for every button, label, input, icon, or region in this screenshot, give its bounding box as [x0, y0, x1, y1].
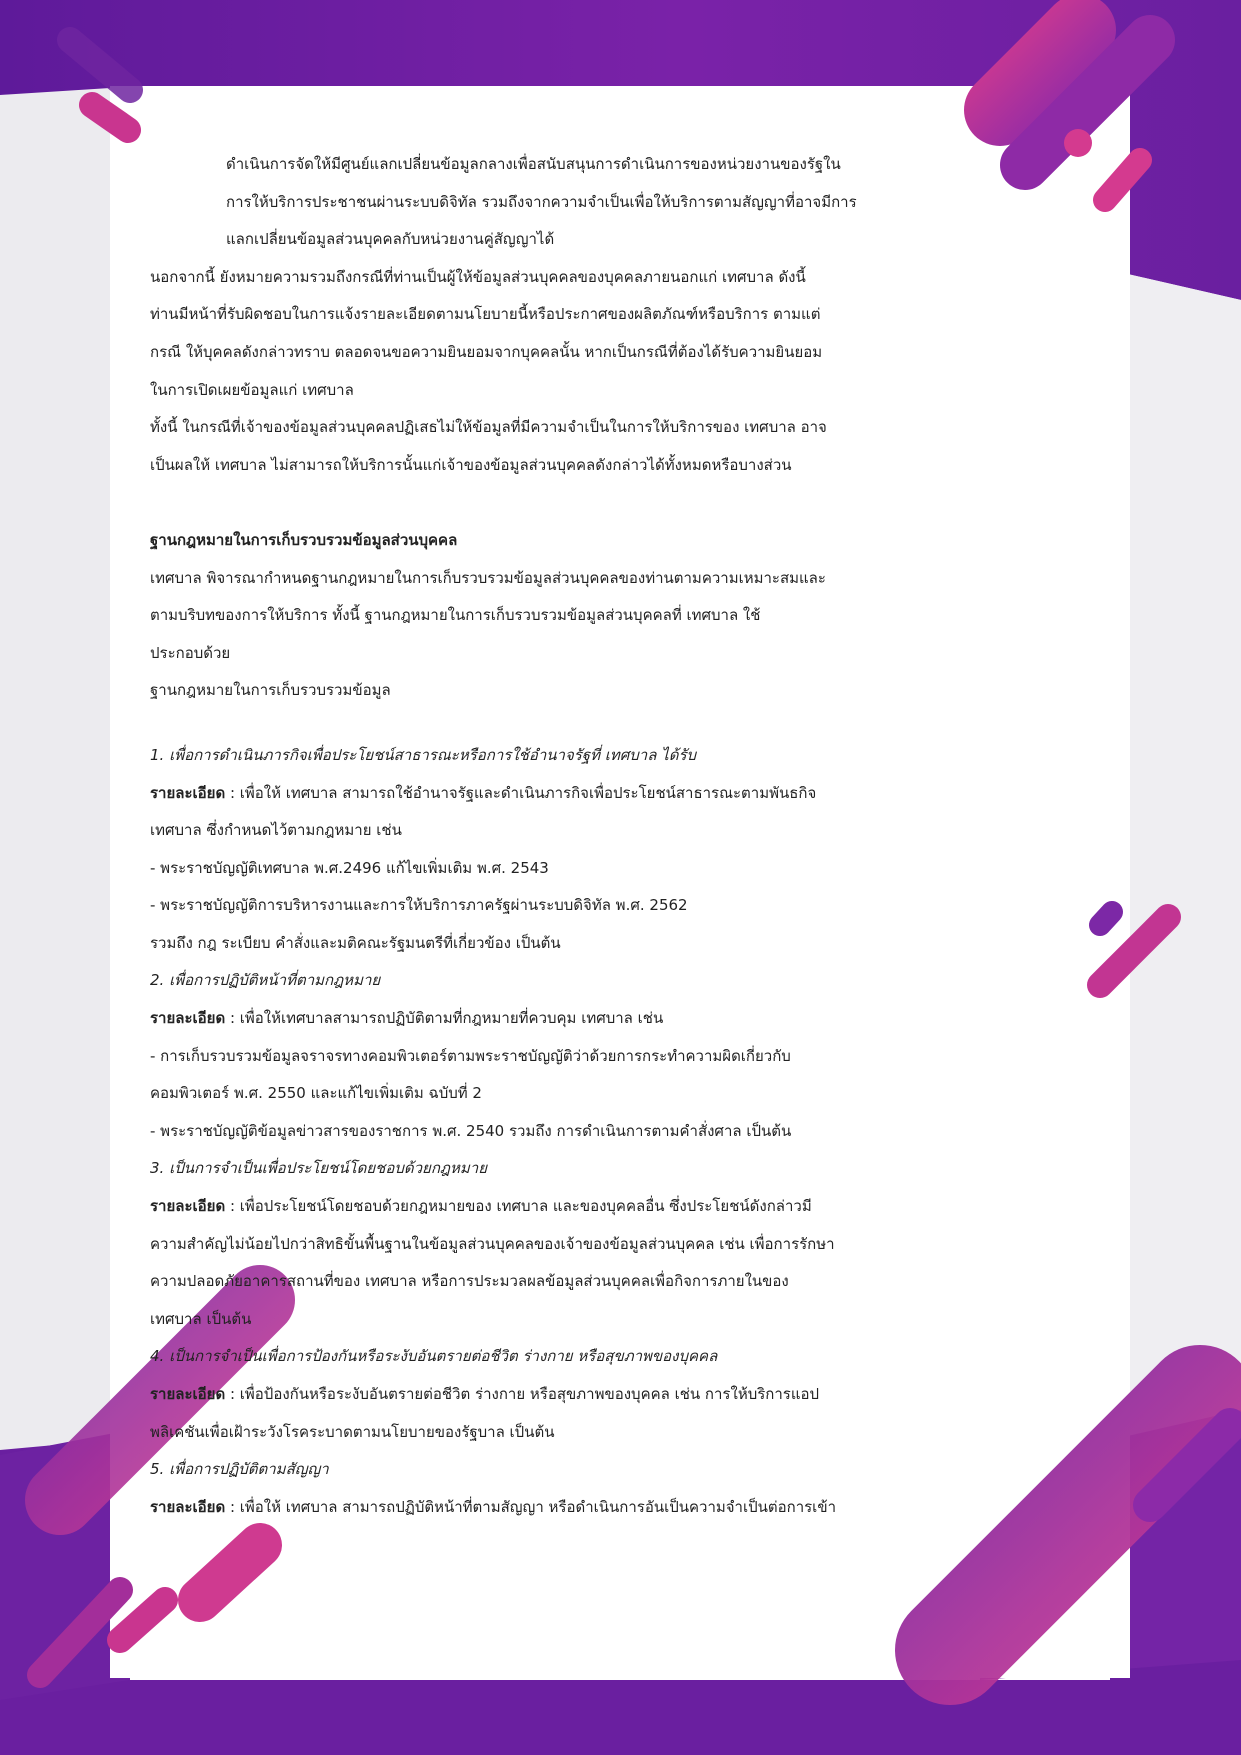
text-line: ประกอบด้วย: [150, 643, 231, 662]
text-line: ความสำคัญไม่น้อยไปกว่าสิทธิขั้นพื้นฐานในข้อมูลส่วนบุคคลของเจ้าของข้อมูลส่วนบุคคล เช่น เพื่อการรักษา: [150, 1234, 835, 1253]
text-line: ทั้งนี้ ในกรณีที่เจ้าของข้อมูลส่วนบุคคลปฏิเสธไม่ให้ข้อมูลที่มีความจำเป็นในการให้บริการของ เทศบาล อาจ: [150, 418, 827, 437]
text-line: เทศบาล พิจารณากำหนดฐานกฎหมายในการเก็บรวบรวมข้อมูลส่วนบุคคลของท่านตามความเหมาะสมและ: [150, 568, 826, 587]
item-title: 3. เป็นการจำเป็นเพื่อประโยชน์โดยชอบด้วยกฎหมาย: [150, 1159, 487, 1178]
item-title: 4. เป็นการจำเป็นเพื่อการป้องกันหรือระงับอันตรายต่อชีวิต ร่างกาย หรือสุขภาพของบุคคล: [150, 1347, 718, 1366]
text-line: - พระราชบัญญัติการบริหารงานและการให้บริการภาครัฐผ่านระบบดิจิทัล พ.ศ. 2562: [150, 896, 688, 915]
text-line: ความปลอดภัยอาคารสถานที่ของ เทศบาล หรือการประมวลผลข้อมูลส่วนบุคคลเพื่อกิจการภายในของ: [150, 1272, 789, 1291]
item-detail: [150, 1376, 1090, 1414]
item-detail: [150, 1188, 1090, 1226]
document-body: [150, 146, 1090, 1526]
text-line: - การเก็บรวบรวมข้อมูลจราจรทางคอมพิวเตอร์ตามพระราชบัญญัติว่าด้วยการกระทำความผิดเกี่ยวกับ: [150, 1046, 791, 1065]
item-detail: [150, 1000, 1090, 1038]
detail-label: รายละเอียด: [150, 1385, 226, 1403]
in-addition-paragraph: [150, 259, 1090, 409]
item-title: 5. เพื่อการปฏิบัติตามสัญญา: [150, 1460, 329, 1479]
legal-basis-item-4: [150, 1338, 1090, 1451]
subheading: ฐานกฎหมายในการเก็บรวบรวมข้อมูล: [150, 681, 391, 700]
legal-basis-item-1: [150, 737, 1090, 963]
text-line: นอกจากนี้ ยังหมายความรวมถึงกรณีที่ท่านเป็นผู้ให้ข้อมูลส่วนบุคคลของบุคคลภายนอกแก่ เทศบาล ดังนี้: [150, 267, 806, 286]
item-title: 1. เพื่อการดำเนินภารกิจเพื่อประโยชน์สาธารณะหรือการใช้อำนาจรัฐที่ เทศบาล ได้รับ: [150, 745, 697, 764]
detail-text: : เพื่อให้เทศบาลสามารถปฏิบัติตามที่กฎหมายที่ควบคุม เทศบาล เช่น: [225, 1009, 664, 1028]
detail-label: รายละเอียด: [150, 1009, 226, 1028]
text-line: ดำเนินการจัดให้มีศูนย์แลกเปลี่ยนข้อมูลกลางเพื่อสนับสนุนการดำเนินการของหน่วยงานของรัฐใน: [226, 155, 841, 173]
legal-basis-paragraph: [150, 560, 1090, 673]
intro-paragraph: [150, 146, 1090, 259]
text-line: - พระราชบัญญัติเทศบาล พ.ศ.2496 แก้ไขเพิ่มเติม พ.ศ. 2543: [150, 858, 549, 877]
detail-label: รายละเอียด: [150, 783, 226, 802]
text-line: แลกเปลี่ยนข้อมูลส่วนบุคคลกับหน่วยงานคู่สัญญาได้: [226, 230, 555, 249]
item-detail: [150, 775, 1090, 813]
text-line: กรณี ให้บุคคลดังกล่าวทราบ ตลอดจนขอความยินยอมจากบุคคลนั้น หากเป็นกรณีที่ต้องได้รับความยินยอม: [150, 342, 823, 361]
text-line: เทศบาล เป็นต้น: [150, 1309, 252, 1328]
text-line: - พระราชบัญญัติข้อมูลข่าวสารของราชการ พ.ศ. 2540 รวมถึง การดำเนินการตามคำสั่งศาล เป็นต้น: [150, 1121, 792, 1140]
legal-basis-item-3: [150, 1150, 1090, 1338]
detail-text: : เพื่อป้องกันหรือระงับอันตรายต่อชีวิต ร่างกาย หรือสุขภาพของบุคคล เช่น การให้บริการแอป: [225, 1385, 820, 1403]
detail-label: รายละเอียด: [150, 1497, 226, 1516]
text-line: ตามบริบทของการให้บริการ ทั้งนี้ ฐานกฎหมายในการเก็บรวบรวมข้อมูลส่วนบุคคลที่ เทศบาล ใช้: [150, 606, 761, 625]
detail-text: : เพื่อให้ เทศบาล สามารถใช้อำนาจรัฐและดำเนินภารกิจเพื่อประโยชน์สาธารณะตามพันธกิจ: [225, 783, 817, 802]
legal-basis-item-2: [150, 962, 1090, 1150]
detail-text: : เพื่อประโยชน์โดยชอบด้วยกฎหมายของ เทศบาล และของบุคคลอื่น ซึ่งประโยชน์ดังกล่าวมี: [225, 1197, 812, 1216]
text-line: เทศบาล ซึ่งกำหนดไว้ตามกฎหมาย เช่น: [150, 821, 402, 840]
legal-basis-item-5: [150, 1451, 1090, 1526]
item-detail: [150, 1489, 1090, 1527]
refusal-paragraph: [150, 409, 1090, 484]
text-line: การให้บริการประชาชนผ่านระบบดิจิทัล รวมถึงจากความจำเป็นเพื่อให้บริการตามสัญญาที่อาจมีการ: [226, 192, 857, 211]
text-line: คอมพิวเตอร์ พ.ศ. 2550 และแก้ไขเพิ่มเติม ฉบับที่ 2: [150, 1084, 482, 1103]
section-heading: ฐานกฎหมายในการเก็บรวบรวมข้อมูลส่วนบุคคล: [150, 530, 458, 549]
text-line: ท่านมีหน้าที่รับผิดชอบในการแจ้งรายละเอียดตามนโยบายนี้หรือประกาศของผลิตภัณฑ์หรือบริการ ตามแต่: [150, 305, 821, 324]
text-line: เป็นผลให้ เทศบาล ไม่สามารถให้บริการนั้นแก่เจ้าของข้อมูลส่วนบุคคลดังกล่าวได้ทั้งหมดหรือบางส่วน: [150, 455, 792, 474]
text-line: ในการเปิดเผยข้อมูลแก่ เทศบาล: [150, 380, 354, 399]
text-line: พลิเคชันเพื่อเฝ้าระวังโรคระบาดตามนโยบายของรัฐบาล เป็นต้น: [150, 1422, 555, 1441]
detail-text: : เพื่อให้ เทศบาล สามารถปฏิบัติหน้าที่ตามสัญญา หรือดำเนินการอันเป็นความจำเป็นต่อการเข้า: [225, 1497, 836, 1516]
text-line: รวมถึง กฎ ระเบียบ คำสั่งและมติคณะรัฐมนตรีที่เกี่ยวข้อง เป็นต้น: [150, 933, 561, 952]
item-title: 2. เพื่อการปฏิบัติหน้าที่ตามกฎหมาย: [150, 971, 381, 990]
detail-label: รายละเอียด: [150, 1197, 226, 1216]
